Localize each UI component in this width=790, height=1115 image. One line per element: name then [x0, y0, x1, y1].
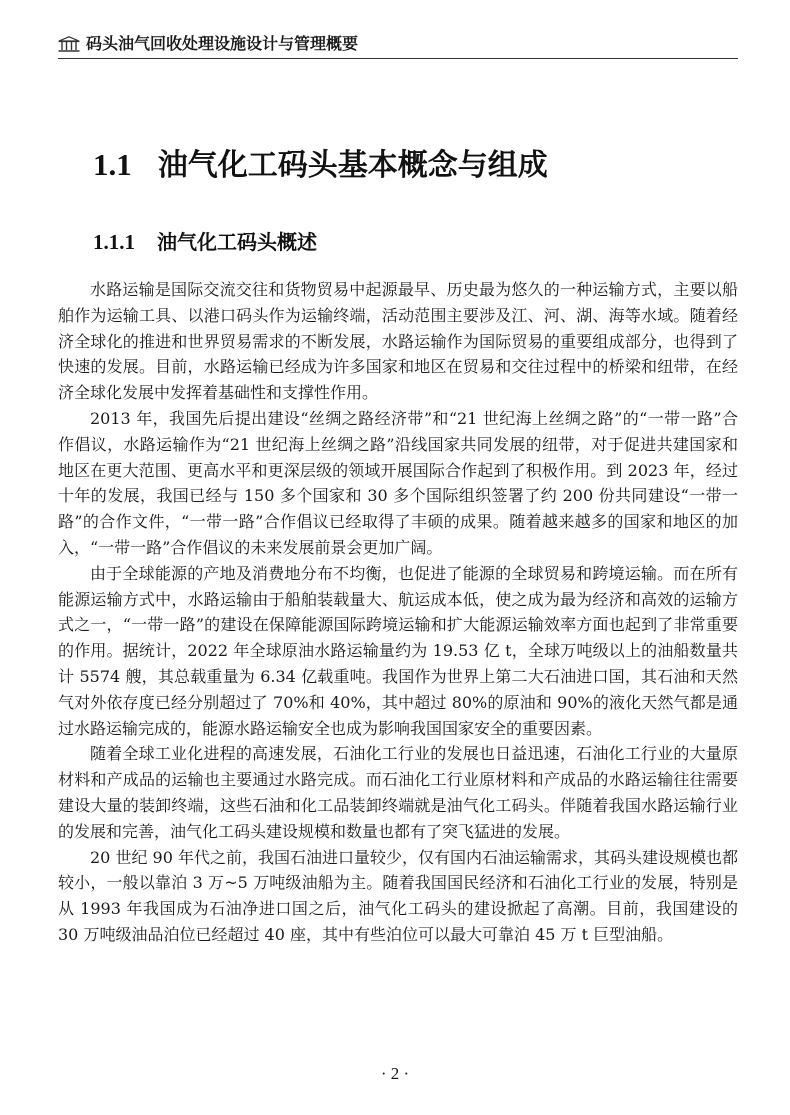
section-heading [93, 143, 548, 187]
section-number: 1.1 [93, 147, 132, 182]
body-text [58, 277, 738, 948]
subsection-number: 1.1.1 [93, 230, 135, 254]
section-title: 油气化工码头基本概念与组成 [157, 148, 548, 183]
subsection-title: 油气化工码头概述 [157, 230, 317, 254]
paragraph: 20 世纪 90 年代之前，我国石油进口量较少，仅有国内石油运输需求，其码头建设规模也都较小，一般以靠泊 3 万~5 万吨级油船为主。随着我国国民经济和石油化工行业的发展，特别是从 1993 年我国成为石油净进口国之后，油气化工码头的建设掀起了高潮。目前，我国建设的 30 万吨级油品泊位已经超过 40 座，其中有些泊位可以最大可靠泊 45 万 t 巨型油船。 [58, 847, 738, 944]
page-number: · 2 · [380, 1064, 410, 1083]
running-header-title: 码头油气回收处理设施设计与管理概要 [86, 34, 359, 53]
running-header [58, 30, 738, 59]
subsection-heading [93, 227, 317, 257]
building-icon [58, 36, 80, 52]
paragraph: 由于全球能源的产地及消费地分布不均衡，也促进了能源的全球贸易和跨境运输。而在所有能源运输方式中，水路运输由于船舶装载量大、航运成本低，使之成为最为经济和高效的运输方式之一，“一带一路”的建设在保障能源国际跨境运输和扩大能源运输效率方面也起到了非常重要的作用。据统计，2022 年全球原油水路运输量约为 19.53 亿 t，全球万吨级以上的油船数量共计 5574 艘，其总载重量为 6.34 亿载重吨。我国作为世界上第二大石油进口国，其石油和天然气对外依存度已经分别超过了 70%和 40%，其中超过 80%的原油和 90%的液化天然气都是通过水路运输完成的，能源水路运输安全也成为影响我国国家安全的重要因素。 [58, 563, 738, 738]
paragraph: 随着全球工业化进程的高速发展，石油化工行业的发展也日益迅速，石油化工行业的大量原材料和产成品的运输也主要通过水路完成。而石油化工行业原材料和产成品的水路运输往往需要建设大量的装卸终端，这些石油和化工品装卸终端就是油气化工码头。伴随着我国水路运输行业的发展和完善，油气化工码头建设规模和数量也都有了突飞猛进的发展。 [58, 744, 738, 841]
paragraph: 水路运输是国际交流交往和货物贸易中起源最早、历史最为悠久的一种运输方式，主要以船舶作为运输工具、以港口码头作为运输终端，活动范围主要涉及江、河、湖、海等水域。随着经济全球化的推进和世界贸易需求的不断发展，水路运输作为国际贸易的重要组成部分，也得到了快速的发展。目前，水路运输已经成为许多国家和地区在贸易和交往过程中的桥梁和纽带，在经济全球化发展中发挥着基础性和支撑性作用。 [58, 280, 738, 403]
paragraph: 2013 年，我国先后提出建设“丝绸之路经济带”和“21 世纪海上丝绸之路”的“一带一路”合作倡议，水路运输作为“21 世纪海上丝绸之路”沿线国家共同发展的纽带，对于促进共建国家和地区在更大范围、更高水平和更深层级的领域开展国际合作起到了积极作用。到 2023 年，经过十年的发展，我国已经与 150 多个国家和 30 多个国际组织签署了约 200 份共同建设“一带一路”的合作文件，“一带一路”合作倡议已经取得了丰硕的成果。随着越来越多的国家和地区的加入，“一带一路”合作倡议的未来发展前景会更加广阔。 [58, 408, 738, 557]
